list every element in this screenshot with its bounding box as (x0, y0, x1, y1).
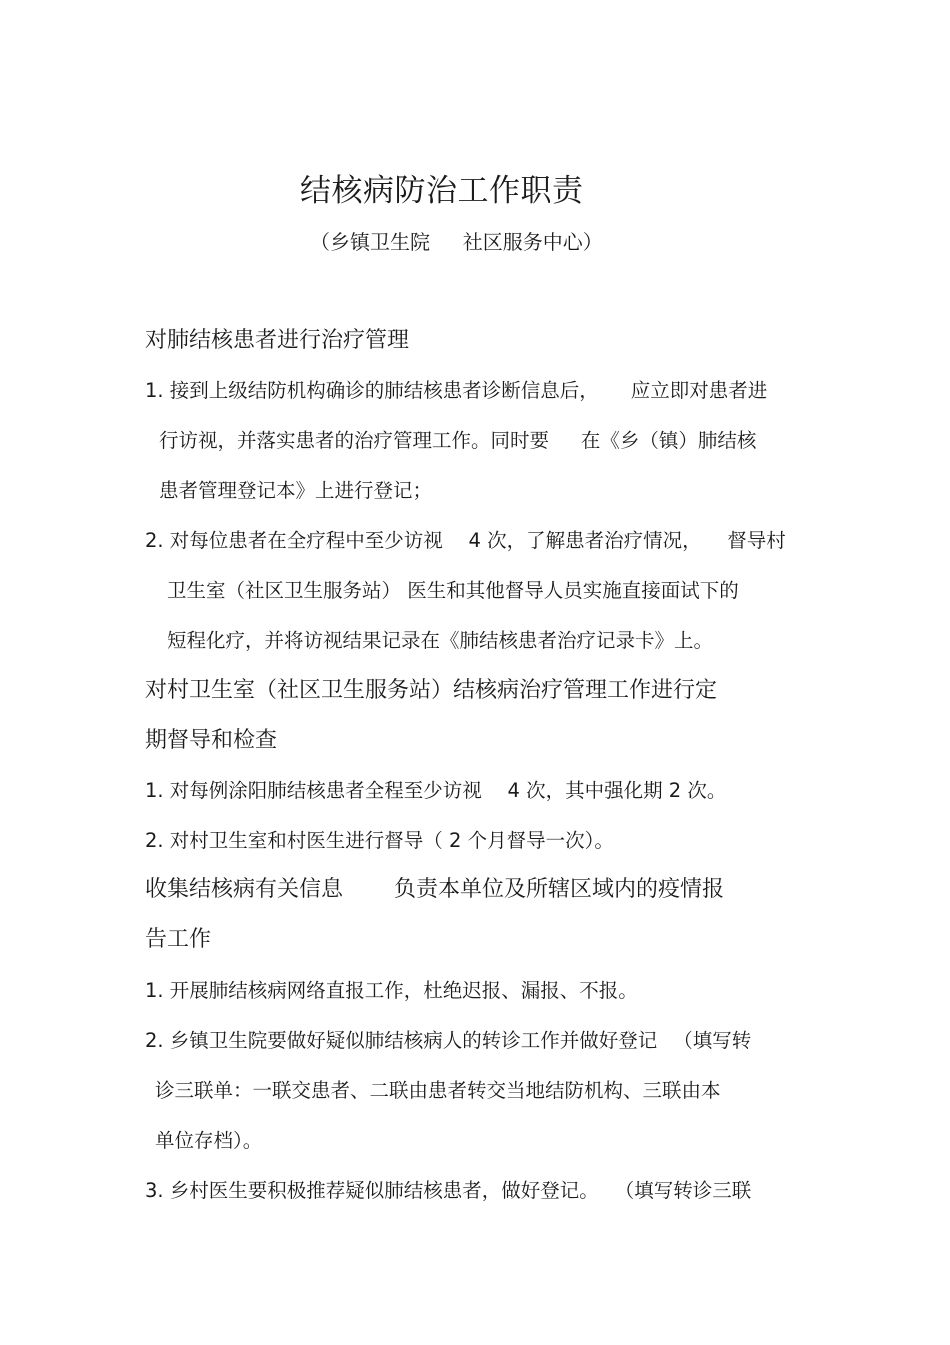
list-item-line: 2. 对村卫生室和村医生进行督导（ 2 个月督导一次）。 (145, 829, 614, 852)
section-heading: 对村卫生室（社区卫生服务站）结核病治疗管理工作进行定 (145, 678, 718, 703)
list-item-line: 2. 乡镇卫生院要做好疑似肺结核病人的转诊工作并做好登记 （填写转 (145, 1029, 752, 1052)
list-item-line: 1. 对每例涂阳肺结核患者全程至少访视 4 次，其中强化期 2 次。 (145, 779, 727, 802)
list-item-line: 短程化疗，并将访视结果记录在《肺结核患者治疗记录卡》上。 (167, 629, 714, 652)
list-item-line: 1. 开展肺结核病网络直报工作，杜绝迟报、漏报、不报。 (145, 979, 638, 1002)
section-heading: 告工作 (145, 927, 212, 952)
list-item-line: 诊三联单：一联交患者、二联由患者转交当地结防机构、三联由本 (155, 1079, 721, 1102)
document-title: 结核病防治工作职责 (300, 173, 584, 209)
section-heading: 对肺结核患者进行治疗管理 (145, 328, 410, 353)
document-subtitle: （乡镇卫生院 社区服务中心） (310, 230, 603, 254)
list-item-line: 2. 对每位患者在全疗程中至少访视 4 次，了解患者治疗情况， 督导村 (145, 529, 786, 552)
list-item-line: 卫生室（社区卫生服务站） 医生和其他督导人员实施直接面试下的 (167, 579, 739, 602)
list-item-line: 患者管理登记本》上进行登记； (159, 479, 433, 502)
list-item-line: 3. 乡村医生要积极推荐疑似肺结核患者，做好登记。 （填写转诊三联 (145, 1179, 752, 1202)
list-item-line: 单位存档）。 (155, 1129, 263, 1152)
list-item-line: 行访视，并落实患者的治疗管理工作。同时要 在《乡（镇）肺结核 (159, 429, 757, 452)
section-heading: 期督导和检查 (145, 728, 278, 753)
list-item-line: 1. 接到上级结防机构确诊的肺结核患者诊断信息后， 应立即对患者进 (145, 379, 768, 402)
section-heading: 收集结核病有关信息 负责本单位及所辖区域内的疫情报 (145, 877, 724, 902)
